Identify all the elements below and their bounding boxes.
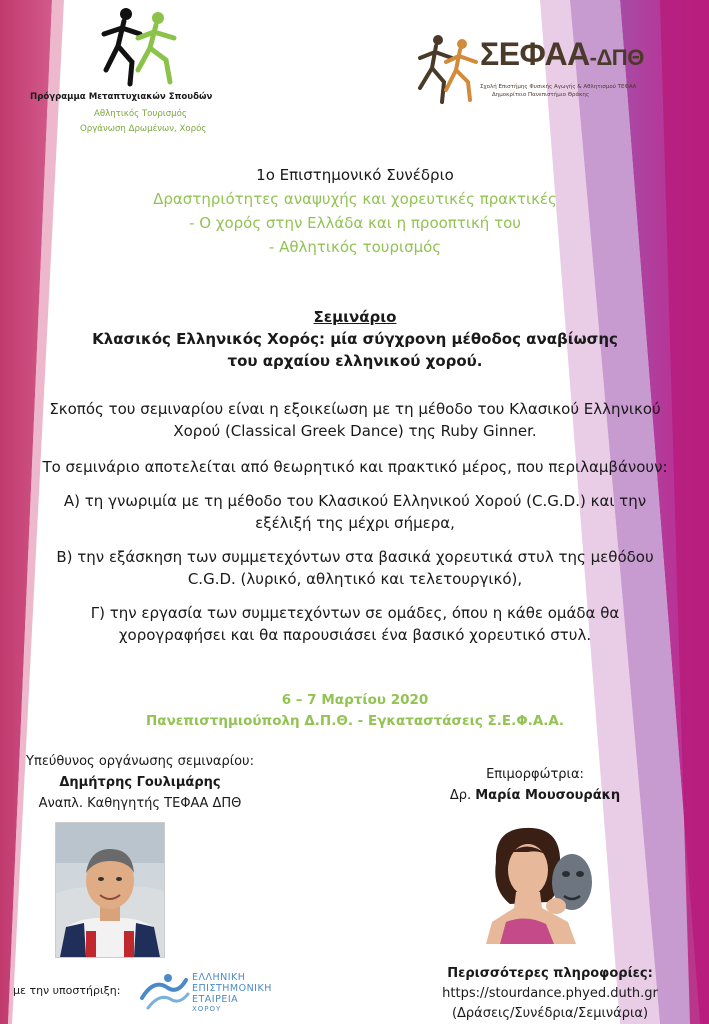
trainer-photo xyxy=(476,822,604,944)
seminar-block xyxy=(60,306,650,372)
trainer-fullname xyxy=(430,785,640,806)
trainer-label: Επιμορφώτρια: xyxy=(486,767,584,782)
seminar-description xyxy=(40,398,670,658)
program-logo xyxy=(30,4,230,134)
purpose-paragraph: Σκοπός του σεμιναρίου είναι η εξοικείωση με τη μέθοδο του Κλασικού Ελληνικού Χορού (Classical Greek Dance) της Ruby Ginner. xyxy=(49,400,661,440)
conference-subtitle3: - Αθλητικός τουρισμός xyxy=(268,238,442,256)
runners-icon xyxy=(410,30,482,106)
program-logo-line3: Οργάνωση Δρωμένων, Χορός xyxy=(80,124,207,134)
organizer-label: Υπεύθυνος οργάνωσης σεμιναρίου: xyxy=(26,754,254,769)
trainer-name: Μαρία Μουσουράκη xyxy=(475,788,621,803)
sefaa-subtitle1: Σχολή Επιστήμης Φυσικής Αγωγής & Αθλητισμού ΤΕΦΑΑ xyxy=(480,84,637,90)
item-a: Α) τη γνωριμία με τη μέθοδο του Κλασικού Ελληνικού Χορού (C.G.D.) και την εξέλιξή της μέχρι σήμερα, xyxy=(63,492,647,532)
runners-icon xyxy=(80,4,190,90)
trainer-prefix: Δρ. xyxy=(449,788,476,803)
organizer-name: Δημήτρης Γουλιμάρης xyxy=(59,775,221,790)
conference-title: 1ο Επιστημονικό Συνέδριο xyxy=(256,166,454,184)
more-info-block xyxy=(400,964,700,1024)
event-info xyxy=(60,690,650,732)
seminar-title-line2: του αρχαίου ελληνικού χορού. xyxy=(227,352,483,370)
conference-block xyxy=(60,163,650,259)
program-logo-line2: Αθλητικός Τουρισμός xyxy=(94,109,187,119)
seminar-heading: Σεμινάριο xyxy=(313,308,397,326)
dance-society-logo xyxy=(138,968,338,1014)
program-logo-line1: Πρόγραμμα Μεταπτυχιακών Σπουδών xyxy=(30,92,213,102)
conference-subtitle1: Δραστηριότητες αναψυχής και χορευτικές πρακτικές xyxy=(153,190,557,208)
conference-subtitle2: - Ο χορός στην Ελλάδα και η προοπτική του xyxy=(189,214,521,232)
intro-paragraph: Το σεμινάριο αποτελείται από θεωρητικό και πρακτικό μέρος, που περιλαμβάνουν: xyxy=(42,458,668,476)
dance-society-line1: ΕΛΛΗΝΙΚΗ xyxy=(192,972,246,983)
event-dates: 6 – 7 Μαρτίου 2020 xyxy=(281,692,429,708)
dancer-icon xyxy=(138,968,190,1014)
organizer-role: Αναπλ. Καθηγητής ΤΕΦΑΑ ΔΠΘ xyxy=(38,796,242,811)
sefaa-subtitle2: Δημοκρίτειο Πανεπιστήμιο Θράκης xyxy=(492,92,590,98)
more-info-url[interactable]: https://stourdance.phyed.duth.gr xyxy=(442,986,658,1001)
dance-society-line4: ΧΟΡΟΥ xyxy=(192,1005,222,1013)
sefaa-logo xyxy=(410,30,670,110)
dance-society-line2: ΕΠΙΣΤΗΜΟΝΙΚΗ xyxy=(192,983,272,994)
trainer-block xyxy=(430,764,640,806)
organizer-photo xyxy=(55,822,165,958)
event-location: Πανεπιστημιούπολη Δ.Π.Θ. - Εγκαταστάσεις Σ.Ε.Φ.Α.Α. xyxy=(146,713,564,729)
seminar-title-line1: Κλασικός Ελληνικός Χορός: μία σύγχρονη μέθοδος αναβίωσης xyxy=(92,330,618,348)
item-b: Β) την εξάσκηση των συμμετεχόντων στα βασικά χορευτικά στυλ της μεθόδου C.G.D. (λυρικό, αθλητικό και τελετουργικό), xyxy=(56,548,654,588)
more-info-path: (Δράσεις/Συνέδρια/Σεμινάρια) xyxy=(451,1006,649,1021)
support-label: με την υποστήριξη: xyxy=(13,984,121,997)
dance-society-line3: ΕΤΑΙΡΕΙΑ xyxy=(192,994,239,1005)
item-c: Γ) την εργασία των συμμετεχόντων σε ομάδες, όπου η κάθε ομάδα θα χορογραφήσει και θα παρουσιάσει ένα βασικό χορευτικό στυλ. xyxy=(90,604,620,644)
sefaa-brand: ΣΕΦΑΑ-ΔΠΘ xyxy=(480,36,644,72)
more-info-label: Περισσότερες πληροφορίες: xyxy=(447,966,653,981)
organizer-block xyxy=(10,751,270,814)
